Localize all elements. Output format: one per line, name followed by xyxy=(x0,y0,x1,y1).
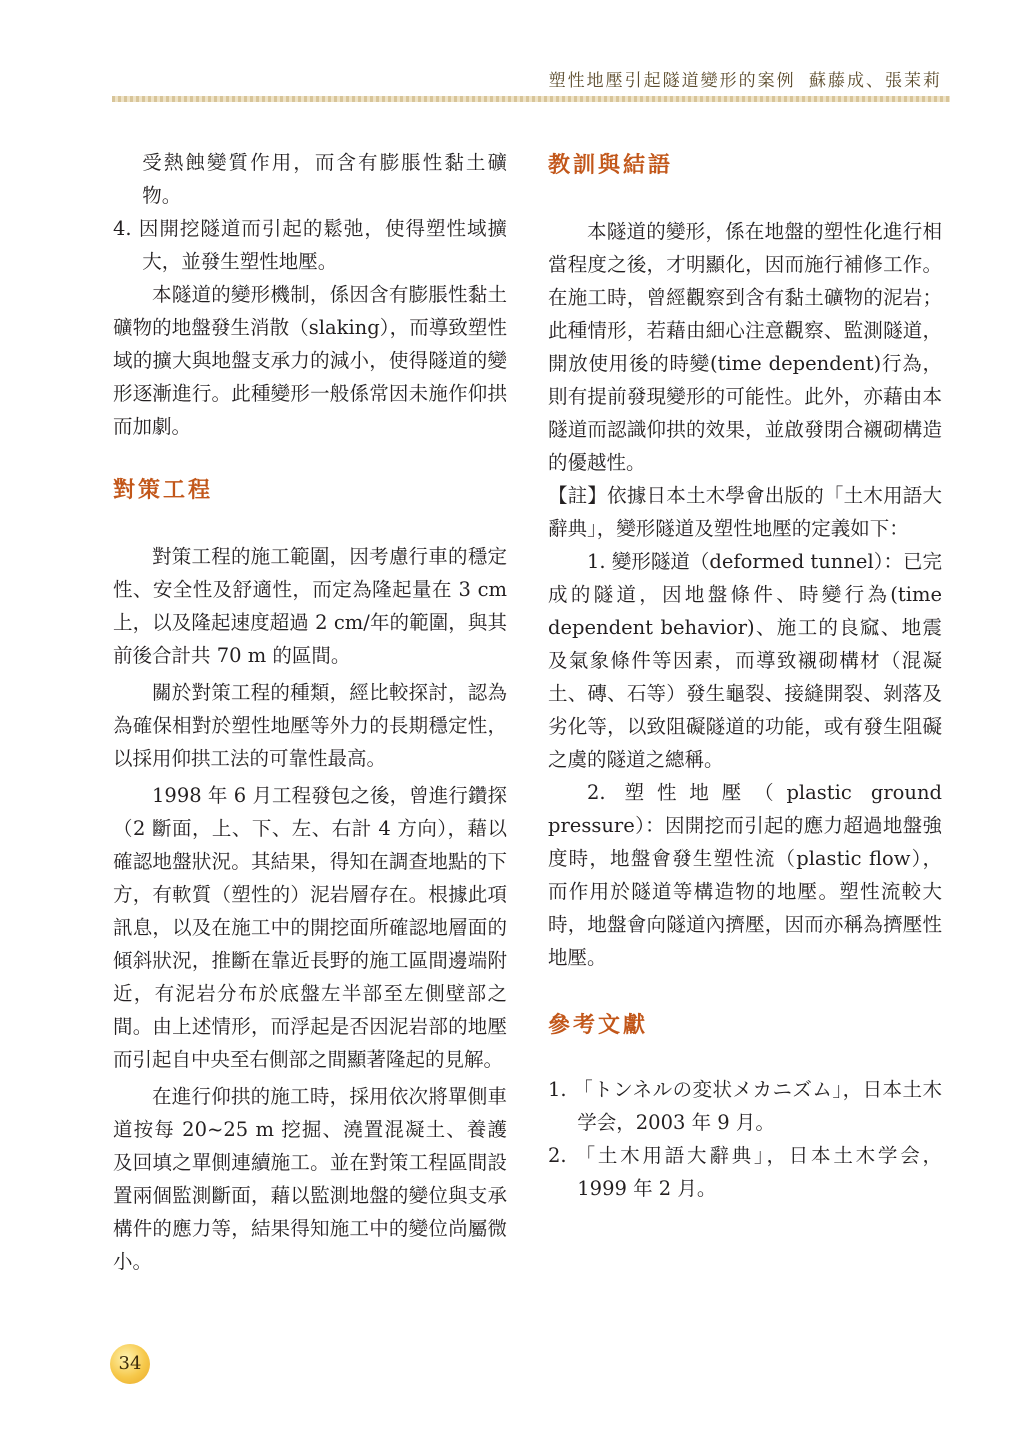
note: 【註】依據日本土木學會出版的「土木用語大辭典」，變形隧道及塑性地壓的定義如下： xyxy=(548,484,942,540)
right-column xyxy=(548,146,942,1205)
paragraph: 在進行仰拱的施工時，採用依次將單側車道按每 20~25 m 挖掘、澆置混凝土、養護及回填之單側連續施工。並在對策工程區間設置兩個監測斷面，藉以監測地盤的變位與支承構件的應力等，結果得知施工中的變位尚屬微小。 xyxy=(113,1085,507,1273)
section-heading: 參考文獻 xyxy=(548,1013,649,1038)
paragraph: 對策工程的施工範圍，因考慮行車的穩定性、安全性及舒適性，而定為隆起量在 3 cm 上，以及隆起速度超過 2 cm/年的範圍，與其前後合計共 70 m 的區間。 xyxy=(113,545,507,667)
paragraph: 關於對策工程的種類，經比較探討，認為為確保相對於塑性地壓等外力的長期穩定性，以採用仰拱工法的可靠性最高。 xyxy=(113,681,507,770)
article-authors: 蘇藤成、張茉莉 xyxy=(809,71,942,91)
definition: 2. 塑性地壓（plastic ground pressure）：因開挖而引起的應力超過地盤強度時，地盤會發生塑性流（plastic flow），而作用於隧道等構造物的地壓。塑性流較大時，地盤會向隧道內擠壓，因而亦稱為擠壓性地壓。 xyxy=(548,781,942,969)
running-header xyxy=(549,66,942,91)
article-title: 塑性地壓引起隧道變形的案例 xyxy=(548,71,796,91)
definition: 1. 變形隧道（deformed tunnel）：已完成的隧道，因地盤條件、時變行為(time dependent behavior)、施工的良窳、地震及氣象條件等因素，而導致襯砌構材（混凝土、磚、石等）發生龜裂、接縫開裂、剝落及劣化等，以致阻礙隧道的功能，或有發生阻礙之虞的隧道之總稱。 xyxy=(548,550,942,771)
paragraph: 1998 年 6 月工程發包之後，曾進行鑽探（2 斷面，上、下、左、右計 4 方向），藉以確認地盤狀況。其結果，得知在調查地點的下方，有軟質（塑性的）泥岩層存在。根據此項訊息，以及在施工中的開挖面所確認地層面的傾斜狀況，推斷在靠近長野的施工區間邊端附近，有泥岩分布於底盤左半部至左側壁部之間。由上述情形，而浮起是否因泥岩部的地壓而引起自中央至右側部之間顯著隆起的見解。 xyxy=(113,784,507,1071)
section-heading: 教訓與結語 xyxy=(548,153,674,178)
reference-item: 2. 「土木用語大辭典」，日本土木学会，1999 年 2 月。 xyxy=(548,1144,942,1200)
paragraph: 本隧道的變形機制，係因含有膨脹性黏土礦物的地盤發生消散（slaking），而導致塑性域的擴大與地盤支承力的減小，使得隧道的變形逐漸進行。此種變形一般係常因未施作仰拱而加劇。 xyxy=(113,283,507,438)
reference-item: 1. 「トンネルの変状メカニズム」，日本土木学会，2003 年 9 月。 xyxy=(548,1078,942,1134)
header-divider xyxy=(112,96,950,102)
paragraph: 受熱蝕變質作用，而含有膨脹性黏土礦物。 xyxy=(142,151,507,207)
section-heading: 對策工程 xyxy=(113,478,214,503)
paragraph: 本隧道的變形，係在地盤的塑性化進行相當程度之後，才明顯化，因而施行補修工作。在施工時，曾經觀察到含有黏土礦物的泥岩；此種情形，若藉由細心注意觀察、監測隧道，開放使用後的時變(time dependent)行為，則有提前發現變形的可能性。此外，亦藉由本隧道而認識仰拱的效果，並啟發閉合襯砌構造的優越性。 xyxy=(548,220,942,474)
list-item: 4. 因開挖隧道而引起的鬆弛，使得塑性域擴大，並發生塑性地壓。 xyxy=(113,217,507,273)
page-number: 34 xyxy=(110,1344,150,1384)
left-column xyxy=(113,146,507,1278)
